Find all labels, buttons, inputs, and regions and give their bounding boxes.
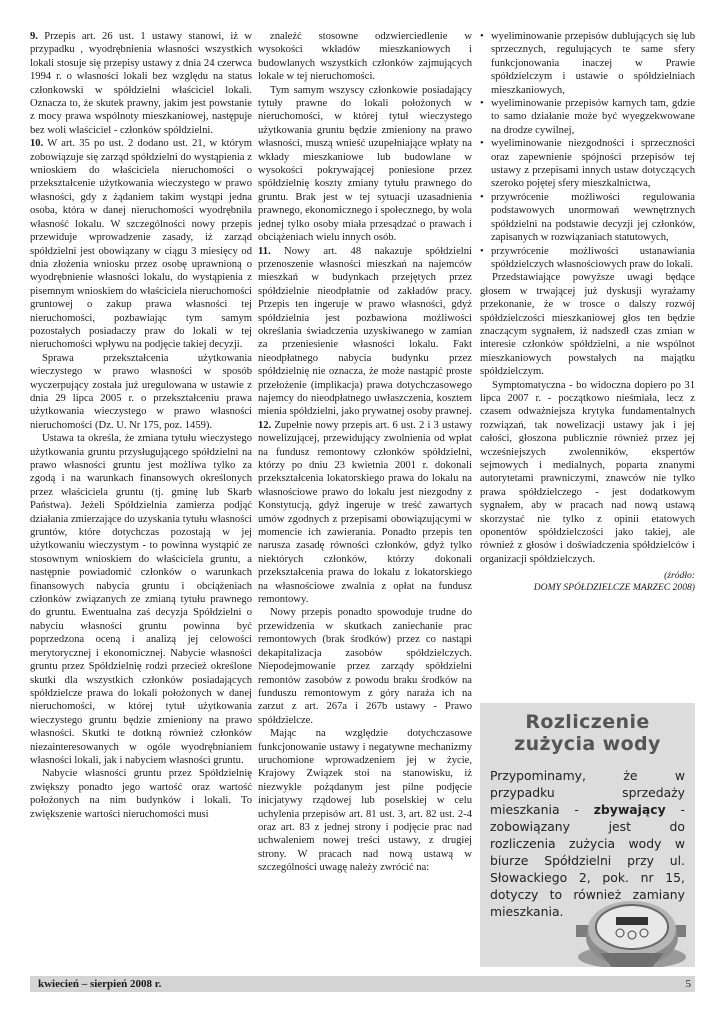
- water-notice-text: [490, 767, 685, 920]
- point-number: 9.: [30, 31, 38, 42]
- paragraph-text: Nowy art. 48 nakazuje spółdzielni przenoszenie własności mieszkań na najemców mieszkań w budynkach przejętych przez spółdzielnie nieodpłatnie od zakładów pracy. Przepis ten ingeruje w prawo własności, gdyż spółdzielnia jest pozbawiona możliwości określania świadczenia uzyskiwanego w zamian za przeniesienie własności lokalu. Fakt nieodpłatnego nabycia budynku przez spółdzielnię nie oznacza, że może nastąpić proste przełożenie (implikacja) prawa dotychczasowego najemcy do nieodpłatnego uwłaszczenia, kosztem mienia spółdzielni, jako prywatnej osoby prawnej.: [258, 245, 472, 418]
- list-item: • przywrócenie możliwości regulowania podstawowych unormowań wewnętrznych spółdzielni na podstawie decyzji jej członków, zapisanych w rozwiązaniach statutowych,: [480, 191, 695, 245]
- paragraph: [30, 767, 252, 821]
- paragraph: [258, 84, 472, 245]
- paragraph: Przedstawiające powyższe uwagi będące głosem w trwającej już dyskusji wyrażamy przekonanie, że w trosce o dalszy rozwój spółdzielczości mieszkaniowej głos ten będzie znaczącym sygnałem, iż nadszedł czas zmian w interesie członków spółdzielni, a nie wspólnot mieszkaniowych powstałych na majątku spółdzielczym.: [480, 272, 695, 378]
- column-2: [258, 30, 472, 875]
- paragraph: [30, 30, 252, 137]
- issue-date: kwiecień – sierpień 2008 r.: [38, 978, 162, 990]
- paragraph: [258, 30, 472, 84]
- water-notice-text-bold: zbywający: [593, 802, 666, 817]
- paragraph-text: Tym samym wszyscy członkowie posiadający tytuły prawne do lokali położonych w nieruchomości, w której tytuł wieczystego użytkowania gruntu będzie zmieniony na prawo własności, muszą wnieść uzupełniające wpłaty na wkłady mieszkaniowe lub budowlane w wysokości pokrywającej poniesione przez spółdzielnię koszty zmiany tytułu prawnego do gruntu. Brak jest w tej sytuacji uzasadnienia prawnego, ekonomicznego i społecznego, by wola jednej tylko osoby miała przesądzać o prawach i obciążeniach wielu innych osób.: [258, 84, 472, 244]
- paragraph-text: W art. 35 po ust. 2 dodano ust. 21, w którym zobowiązuje się zarząd spółdzielni do wystąpienia z wnioskiem do właściciela nieruchomości o przekształcenie użytkowania wieczystego w prawo własności, gdy z żądaniem takim wystąpi jedna osoba, która w danej nieruchomości wyodrębniła własność lokalu. W szczególności nowy przepis przewiduje wprowadzenie zasady, iż zarząd spółdzielni jest obowiązany w ciągu 3 miesięcy od dnia złożenia wniosku przez osobę uprawnioną o wyodrębnienie własności lokalu, do wystąpienia z pisemnym wnioskiem do właściciela nieruchomości gruntowej o zakup prawa własności tej nieruchomości, pozbawiając tym samym pozostałych posiadaczy praw do lokali w tej nieruchomości wpływu na podjęcie takiej decyzji.: [30, 138, 252, 351]
- demands-list: [480, 30, 695, 271]
- water-notice-title-line1: Rozliczenie: [525, 711, 650, 733]
- point-number: 12.: [258, 419, 272, 431]
- water-notice-text-part1: Przypominamy, że w przypadku sprzedaży mieszkania -: [490, 768, 685, 817]
- list-item: • wyeliminowanie przepisów karnych tam, gdzie to samo działanie może być wyegzekwowane na drodze cywilnej,: [480, 97, 695, 137]
- page-number: 5: [685, 978, 691, 990]
- column-1: [30, 30, 252, 821]
- water-notice-title-line2: zużycia wody: [514, 733, 661, 755]
- paragraph: Symptomatyczna - bo widoczna dopiero po 31 lipca 2007 r. - początkowo nieśmiała, lecz z czasem odważniejsza krytyka fundamentalnych rozwiązań, tak nowelizacji ustawy jak i jej całości, głoszona publicznie również przez jej wcześniejszych zwolenników, ekspertów sejmowych i medialnych, poparta znanymi autorytetami prawniczymi, znawców nie tylko prawa spółdzielczego - jest dodatkowym sygnałem, aby w pracach nad nową ustawą skorzystać nie tylko z opinii etatowych oponentów spółdzielczości jako takiej, ale również z głosów i doświadczenia spółdzielców i organizacji spółdzielczych.: [480, 379, 695, 565]
- paragraph: [258, 606, 472, 727]
- article-source: [480, 570, 695, 594]
- column-3: [480, 30, 695, 594]
- paragraph-text: Sprawa przekształcenia użytkowania wieczystego w prawo własności w sposób wyczerpujący została już uregulowana w ustawie z dnia 29 lipca 2005 r. o przekształceniu prawa użytkowania wieczystego w prawo własności nieruchomości (Dz. U. Nr 175, poz. 1459).: [30, 352, 252, 431]
- paragraph-text: Nowy przepis ponadto spowoduje trudne do przewidzenia w skutkach zaniechanie prac remontowych (brak środków) przez co nastąpi dekapitalizacja zasobów spółdzielczych. Niepodejmowanie przez zarządy spółdzielni remontów zasobów z powodu braku środków na funduszu remontowym z góry naraża ich na zarzut z art. 267a i 267b ustawy - Prawo spółdzielcze.: [258, 607, 472, 726]
- paragraph-text: Nabycie własności gruntu przez Spółdzielnię zwiększy ponadto jego wartość oraz wartość położonych na nim budynków i lokali. To zwiększenie wartości nieruchomości musi: [30, 768, 252, 820]
- point-number: 10.: [30, 138, 44, 150]
- list-item: • wyeliminowanie przepisów dublujących się lub sprzecznych, regulujących te same sfery funkcjonowania inaczej w Prawie spółdzielczym i ustawie o spółdzielniach mieszkaniowych,: [480, 30, 695, 97]
- source-publication: DOMY SPÓŁDZIELCZE MARZEC 2008): [533, 582, 695, 594]
- water-notice-box: [480, 703, 695, 967]
- paragraph: [258, 727, 472, 874]
- paragraph-text: Mając na względzie dotychczasowe funkcjonowanie ustawy i negatywne mechanizmy uruchomione wprowadzeniem jej w życie, Krajowy Związek stoi na stanowisku, iż niezwykle pożądanym jest pilne podjęcie inicjatywy rządowej lub poselskiej w celu uchylenia przepisów art. 81 ust. 3, art. 82 ust. 2-4 oraz art. 83 z jednej strony i podjęcie prac nad uchwaleniem nowej treści ustawy, z drugiej strony. W pracach nad nową ustawą w szczególności uwagę należy zwrócić na:: [258, 728, 472, 874]
- point-number: 11.: [258, 245, 271, 257]
- paragraph: [258, 245, 472, 419]
- list-item: • przywrócenie możliwości ustanawiania spółdzielczych własnościowych praw do lokali.: [480, 245, 695, 272]
- paragraph: [30, 137, 252, 352]
- list-item: • wyeliminowanie niezgodności i sprzeczności oraz zapewnienie spójności przepisów tej ustawy z przepisami innych ustaw dotyczących szeroko pojętej sfery mieszkalnictwa,: [480, 137, 695, 191]
- page-footer: [30, 976, 695, 992]
- paragraph-text: Ustawa ta określa, że zmiana tytułu wieczystego użytkowania gruntu przysługującego spółdzielni na prawo własności gruntu jest możliwa tylko za zgodą i na warunkach finansowych określonych przez właściciela gruntu (tj. gminę lub Skarb Państwa). Jeżeli Spółdzielnia zamierza podjąć działania zmierzające do uzyskania tytułu własności gruntów, które dotychczas pozostają w jej użytkowaniu wieczystym - to powinna wystąpić ze stosownym wnioskiem do właściciela gruntu, a następnie powiadomić członków o warunkach finansowych nabycia gruntu i obciążeniach członków związanych ze zmianą tytułu prawnego do gruntu. Ewentualna zaś decyzja Spółdzielni o nabyciu własności gruntu powinna być poprzedzona oceną i analizą jej celowości merytorycznej i ekonomicznej. Nabycie własności gruntu przez Spółdzielnię rodzi przecież określone skutki dla wszystkich członków posiadających spółdzielcze prawa do lokali położonych w danej nieruchomości, w której tytuł użytkowania wieczystego gruntu będzie zmieniony na prawo własności. Skutki te dotkną również członków niezainteresowanych w ogóle wyodrębnianiem własności lokali, jak i nabyciem własności gruntu.: [30, 433, 252, 766]
- paragraph-text: Zupełnie nowy przepis art. 6 ust. 2 i 3 ustawy nowelizującej, przewidujący zwolnienia od wpłat na fundusz remontowy członków spółdzielni, którzy po dniu 23 kwietnia 2001 r. dokonali przekształcenia lokatorskiego prawa do lokalu na własnościowe prawo do lokalu jest niezgodny z Konstytucją, gdyż ingeruje w treść zawartych umów zgodnych z przepisami obowiązującymi w momencie ich zawierania. Ponadto przepis ten narusza zasadę równości członków, gdyż tylko niektórych członków, którzy dokonali przekształcenia prawa do lokalu z lokatorskiego na własnościowe zwalnia z opłat na fundusz remontowy.: [258, 419, 472, 606]
- source-label: (źródło:: [664, 570, 695, 582]
- paragraph: [30, 432, 252, 767]
- water-notice-text-part2: - zobowiązany jest do rozliczenia zużycia wody w biurze Spółdzielni przy ul. Słowackiego 2, pok. nr 15, dotyczy to również zamiany mieszkania.: [490, 802, 685, 919]
- paragraph-text: Przepis art. 26 ust. 1 ustawy stanowi, iż w przypadku , wyodrębnienia własności wszystkich lokali stosuje się przepisy ustawy z dnia 24 czerwca 1994 r. o własności lokali bez względu na status członkowski w spółdzielni właściciel lokali. Oznacza to, że skutek prawny, jakim jest powstanie z mocy prawa wspólnoty mieszkaniowej, następuje bez woli właściciel - członków spółdzielni.: [30, 31, 252, 136]
- water-notice-title: [480, 711, 695, 755]
- paragraph: [30, 352, 252, 432]
- paragraph: [258, 419, 472, 607]
- paragraph-text: znaleźć stosowne odzwierciedlenie w wysokości wkładów mieszkaniowych i budowlanych wszystkich członków zajmujących lokale w tej nieruchomości.: [258, 31, 472, 83]
